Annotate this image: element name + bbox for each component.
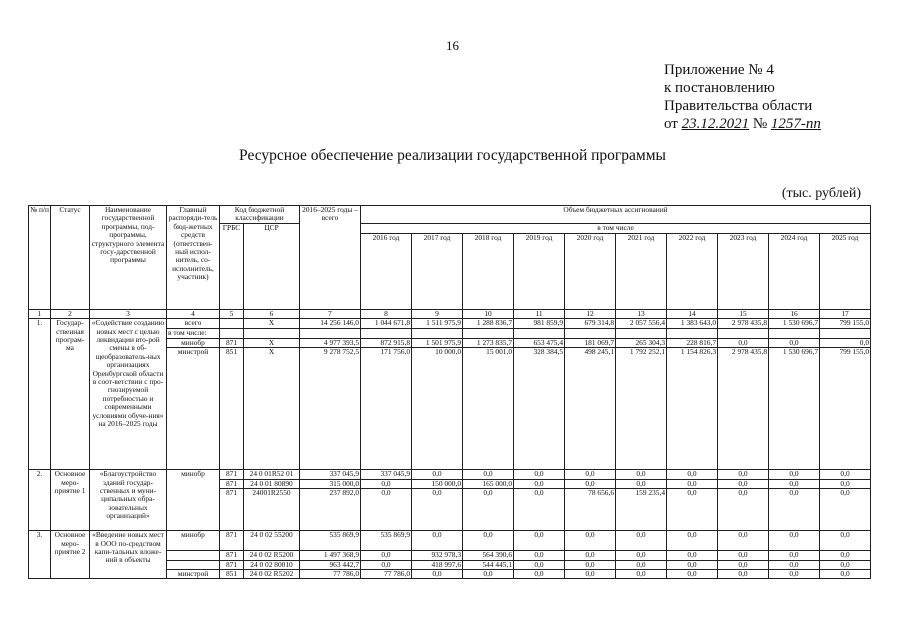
- row-value: 1 530 696,7: [769, 319, 820, 329]
- row-value: 0,0: [667, 551, 718, 560]
- row-value: 679 314,8: [565, 319, 616, 329]
- row-value: 0,0: [820, 489, 871, 531]
- document-title: Ресурсное обеспечение реализации государственной программы: [239, 147, 666, 164]
- row-value: 0,0: [616, 479, 667, 488]
- row-total: 77 786,0: [300, 570, 361, 579]
- col-number: 12: [565, 309, 616, 318]
- row-value: 0,0: [412, 470, 463, 479]
- row-value: 2 978 435,8: [718, 319, 769, 329]
- row-value: 0,0: [820, 338, 871, 347]
- row-value: 535 869,9: [361, 531, 412, 551]
- row-value: 1 530 696,7: [769, 348, 820, 470]
- row-value: 0,0: [565, 531, 616, 551]
- row-total: 1 497 368,9: [300, 551, 361, 560]
- row-value: 799 155,0: [820, 348, 871, 470]
- row-num: 3.: [29, 531, 51, 579]
- row-value: 0,0: [361, 560, 412, 569]
- row-value: 0,0: [667, 479, 718, 488]
- units-label: (тыс. рублей): [781, 186, 861, 201]
- row-value: 337 045,9: [361, 470, 412, 479]
- header-grbs: ГРБС: [220, 223, 244, 309]
- row-value: 0,0: [718, 470, 769, 479]
- row-name: «Содействие созданию новых мест с целью ликвидации вто-рой смены в об-щеобразователь-ных организациях Оренбургской области в соот-ветствии с про-гнозируемой потребностью и современными условиями обуче-ния» на 2016–2025 годы: [90, 319, 167, 470]
- row-measure-1: [29, 470, 871, 531]
- row-value: 150 000,0: [412, 479, 463, 488]
- row-value: 0,0: [616, 531, 667, 551]
- row-value: 981 859,9: [514, 319, 565, 329]
- row-csr: 24 0 01R52 01: [244, 470, 300, 479]
- row-value: 1 288 836,7: [463, 319, 514, 329]
- row-value: 0,0: [718, 531, 769, 551]
- header-status: Статус: [51, 206, 90, 310]
- col-number: 6: [244, 309, 300, 318]
- row-name: «Благоустройство зданий государ-ственных и муни-ципальных обра-зовательных организаций»: [90, 470, 167, 531]
- row-value: 0,0: [514, 479, 565, 488]
- row-value: 0,0: [616, 551, 667, 560]
- row-total: 963 442,7: [300, 560, 361, 569]
- row-admin: минобр: [167, 531, 220, 551]
- page-number: 16: [446, 38, 459, 53]
- row-value: 0,0: [718, 560, 769, 569]
- row-value: 498 245,1: [565, 348, 616, 470]
- row-value: 2 978 435,8: [718, 348, 769, 470]
- row-value: 0,0: [718, 479, 769, 488]
- row-total: 9 278 752,5: [300, 348, 361, 470]
- row-value: 0,0: [514, 470, 565, 479]
- row-value: 0,0: [361, 479, 412, 488]
- row-value: 15 001,0: [463, 348, 514, 470]
- row-value: 328 384,5: [514, 348, 565, 470]
- row-grbs: 871: [220, 470, 244, 479]
- row-value: 0,0: [565, 560, 616, 569]
- row-admin: [167, 560, 220, 569]
- row-value: 0,0: [565, 470, 616, 479]
- row-num: 1.: [29, 319, 51, 470]
- row-value: 77 786,0: [361, 570, 412, 579]
- row-value: 564 390,6: [463, 551, 514, 560]
- col-number: 15: [718, 309, 769, 318]
- row-admin: минобр: [167, 338, 220, 347]
- header-year: 2024 год: [769, 233, 820, 309]
- row-measure-2: [29, 531, 871, 579]
- header-year: 2023 год: [718, 233, 769, 309]
- row-value: 0,0: [463, 470, 514, 479]
- header-year: 2016 год: [361, 233, 412, 309]
- row-value: 0,0: [769, 470, 820, 479]
- row-value: 0,0: [718, 570, 769, 579]
- row-value: 0,0: [769, 338, 820, 347]
- row-admin: минобр: [167, 470, 220, 531]
- row-value: 0,0: [769, 479, 820, 488]
- header-year: 2022 год: [667, 233, 718, 309]
- row-admin: минстрой: [167, 570, 220, 579]
- row-grbs: 871: [220, 338, 244, 347]
- col-number: 2: [51, 309, 90, 318]
- header-csr: ЦСР: [244, 223, 300, 309]
- row-value: 0,0: [820, 470, 871, 479]
- row-value: 1 044 671,8: [361, 319, 412, 329]
- row-csr: X: [244, 338, 300, 347]
- header-code: Код бюджетной классификации: [220, 206, 300, 224]
- appendix-line3: Правительства области: [664, 98, 813, 114]
- row-grbs: 871: [220, 551, 244, 560]
- row-value: 181 069,7: [565, 338, 616, 347]
- row-grbs: 851: [220, 348, 244, 470]
- table-header: [29, 206, 871, 319]
- row-value: 932 978,3: [412, 551, 463, 560]
- appendix-block: [664, 61, 821, 133]
- row-value: 0,0: [820, 531, 871, 551]
- row-value: 228 816,7: [667, 338, 718, 347]
- row-value: 1 154 826,3: [667, 348, 718, 470]
- row-value: 0,0: [412, 489, 463, 531]
- row-value: 0,0: [820, 551, 871, 560]
- row-value: 0,0: [463, 489, 514, 531]
- header-year: 2020 год: [565, 233, 616, 309]
- header-total: 2016–2025 годы – всего: [300, 206, 361, 310]
- appendix-number: 1257-пп: [770, 116, 821, 132]
- row-value: 1 792 252,1: [616, 348, 667, 470]
- col-number: 16: [769, 309, 820, 318]
- row-value: 0,0: [361, 551, 412, 560]
- header-including: в том числе: [361, 223, 871, 233]
- row-status: Государ-ственная програм-ма: [51, 319, 90, 470]
- row-total: 14 256 146,0: [300, 319, 361, 329]
- row-csr: X: [244, 319, 300, 329]
- row-value: 0,0: [667, 531, 718, 551]
- row-total: 337 045,9: [300, 470, 361, 479]
- row-grbs: 851: [220, 570, 244, 579]
- row-admin: всего: [167, 319, 220, 329]
- row-total: 4 977 393,5: [300, 338, 361, 347]
- row-value: 0,0: [514, 560, 565, 569]
- row-csr: 24 0 02 80010: [244, 560, 300, 569]
- row-value: 0,0: [463, 570, 514, 579]
- row-value: 0,0: [514, 551, 565, 560]
- row-value: 1 501 975,9: [412, 338, 463, 347]
- row-csr: 24 0 02 R5200: [244, 551, 300, 560]
- row-value: 0,0: [718, 551, 769, 560]
- row-value: 872 915,8: [361, 338, 412, 347]
- row-value: 0,0: [769, 489, 820, 531]
- row-csr: 24 0 02 55200: [244, 531, 300, 551]
- row-value: 265 304,3: [616, 338, 667, 347]
- row-status: Основное меро-приятие 2: [51, 531, 90, 579]
- appendix-line2: к постановлению: [664, 80, 775, 96]
- row-value: 0,0: [616, 570, 667, 579]
- header-admin: Главный распоряди-тель бюд-жетных средств (ответствен-ный испол-нитель, со-исполнитель, участник): [167, 206, 220, 310]
- row-value: 0,0: [514, 531, 565, 551]
- row-value: 0,0: [565, 570, 616, 579]
- row-grbs: 871: [220, 479, 244, 488]
- header-name: Наименование государственной программы, под-программы, структурного элемента госу-дарственной программы: [90, 206, 167, 310]
- col-number: 17: [820, 309, 871, 318]
- row-csr: 24 0 02 R5202: [244, 570, 300, 579]
- date-prefix: от: [664, 116, 678, 132]
- row-value: 0,0: [514, 570, 565, 579]
- header-year: 2018 год: [463, 233, 514, 309]
- appendix-line1: Приложение № 4: [664, 62, 774, 78]
- row-value: 78 656,6: [565, 489, 616, 531]
- header-year: 2021 год: [616, 233, 667, 309]
- row-value: 799 155,0: [820, 319, 871, 329]
- row-value: 0,0: [565, 551, 616, 560]
- header-num: № п/п: [29, 206, 51, 310]
- row-value: 0,0: [769, 551, 820, 560]
- col-number: 9: [412, 309, 463, 318]
- row-csr: X: [244, 348, 300, 470]
- col-number: 4: [167, 309, 220, 318]
- row-value: 0,0: [667, 489, 718, 531]
- row-total: 237 892,0: [300, 489, 361, 531]
- row-total: 535 869,9: [300, 531, 361, 551]
- row-value: 0,0: [361, 489, 412, 531]
- row-value: 0,0: [667, 560, 718, 569]
- row-num: 2.: [29, 470, 51, 531]
- row-value: 0,0: [820, 570, 871, 579]
- appendix-date: 23.12.2021: [681, 116, 750, 132]
- row-total: 315 000,0: [300, 479, 361, 488]
- row-name: «Введение новых мест в ООО по-средством капи-тальных вложе-ний в объекты: [90, 531, 167, 579]
- row-value: 0,0: [667, 470, 718, 479]
- row-value: 0,0: [616, 470, 667, 479]
- row-grbs: [220, 319, 244, 329]
- col-number: 10: [463, 309, 514, 318]
- row-value: 0,0: [616, 560, 667, 569]
- row-grbs: 871: [220, 489, 244, 531]
- row-value: 0,0: [769, 560, 820, 569]
- row-status: Основное меро-приятие 1: [51, 470, 90, 531]
- row-admin: в том числе:: [167, 329, 220, 338]
- row-program: [29, 319, 871, 470]
- row-admin: минстрой: [167, 348, 220, 470]
- row-value: 0,0: [769, 531, 820, 551]
- row-value: 1 511 975,9: [412, 319, 463, 329]
- row-csr: 24 0 01 80890: [244, 479, 300, 488]
- row-value: 159 235,4: [616, 489, 667, 531]
- row-value: 171 756,0: [361, 348, 412, 470]
- col-number: 14: [667, 309, 718, 318]
- row-value: 0,0: [667, 570, 718, 579]
- number-prefix: №: [752, 116, 768, 132]
- header-year: 2017 год: [412, 233, 463, 309]
- header-volume: Объем бюджетных ассигнований: [361, 206, 871, 224]
- col-number: 13: [616, 309, 667, 318]
- row-value: 653 475,4: [514, 338, 565, 347]
- row-value: 1 273 835,7: [463, 338, 514, 347]
- row-value: 0,0: [820, 560, 871, 569]
- row-admin: [167, 551, 220, 560]
- row-value: 0,0: [718, 338, 769, 347]
- row-value: 1 383 643,0: [667, 319, 718, 329]
- row-value: 10 000,0: [412, 348, 463, 470]
- row-value: 0,0: [565, 479, 616, 488]
- header-year: 2025 год: [820, 233, 871, 309]
- row-value: 0,0: [412, 570, 463, 579]
- col-number: 3: [90, 309, 167, 318]
- row-value: 2 057 556,4: [616, 319, 667, 329]
- row-value: 544 445,1: [463, 560, 514, 569]
- row-value: 0,0: [463, 531, 514, 551]
- row-grbs: 871: [220, 560, 244, 569]
- col-number: 8: [361, 309, 412, 318]
- col-number: 1: [29, 309, 51, 318]
- row-value: 0,0: [718, 489, 769, 531]
- col-number: 5: [220, 309, 244, 318]
- row-value: 0,0: [820, 479, 871, 488]
- col-number: 7: [300, 309, 361, 318]
- budget-table: [28, 205, 871, 579]
- row-csr: 24001R2550: [244, 489, 300, 531]
- row-value: 165 000,0: [463, 479, 514, 488]
- appendix-date-line: [664, 115, 821, 133]
- col-number: 11: [514, 309, 565, 318]
- header-year: 2019 год: [514, 233, 565, 309]
- row-value: 0,0: [412, 531, 463, 551]
- row-value: 0,0: [514, 489, 565, 531]
- row-grbs: 871: [220, 531, 244, 551]
- row-value: 418 997,6: [412, 560, 463, 569]
- row-value: 0,0: [769, 570, 820, 579]
